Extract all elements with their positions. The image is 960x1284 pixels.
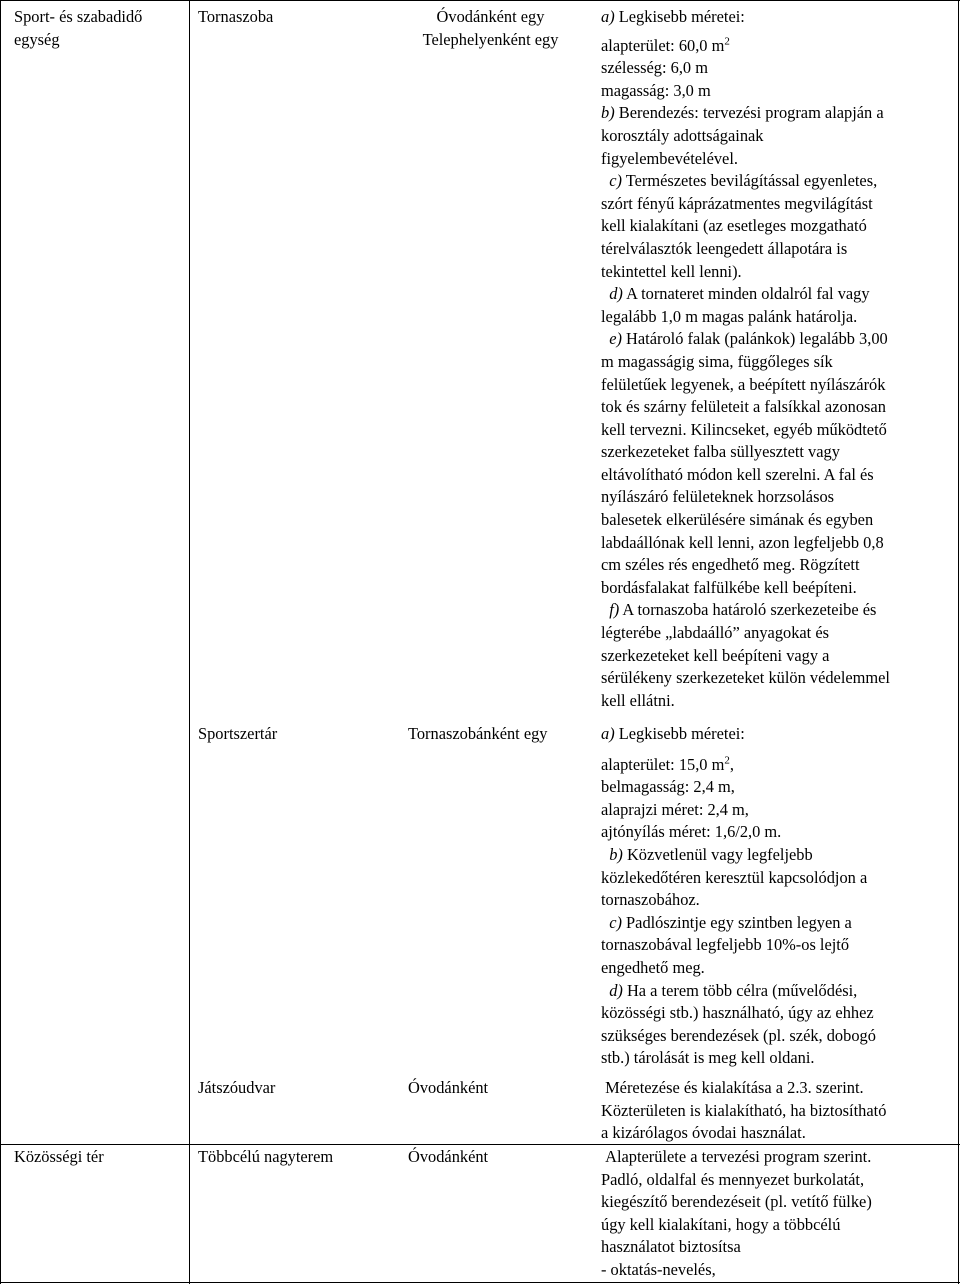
req-b-line: figyelembevételével.	[601, 148, 738, 168]
req-d-line: legalább 1,0 m magas palánk határolja.	[601, 306, 858, 326]
req-a-line: belmagasság: 2,4 m,	[601, 777, 735, 797]
req-e-line: e) Határoló falak (palánkok) legalább 3,00	[609, 329, 888, 349]
table-top-border	[0, 0, 960, 1]
req-a-line: szélesség: 6,0 m	[601, 58, 708, 78]
req-line: használatot biztosítsa	[601, 1237, 741, 1257]
req-line: Méretezése és kialakítása a 2.3. szerint.	[605, 1078, 864, 1097]
req-line: a kizárólagos óvodai használat.	[601, 1123, 806, 1143]
req-f-line: sérülékeny szerkezeteket külön védelemmel	[601, 668, 890, 688]
req-a-line: ajtónyílás méret: 1,6/2,0 m.	[601, 822, 782, 842]
req-a-line: alapterület: 60,0 $m^2$	[601, 35, 730, 55]
req-c-line: c) Padlószintje egy szintben legyen a	[609, 912, 852, 932]
requirements-cell	[601, 6, 957, 712]
req-e-line: tok és szárny felületeit a falsíkkal azonosan	[601, 397, 886, 417]
column-divider-1	[189, 0, 190, 1284]
requirements-cell	[601, 1077, 957, 1145]
req-d-line: d) A tornateret minden oldalról fal vagy	[609, 284, 870, 304]
req-f-line: kell ellátni.	[601, 690, 675, 710]
req-line: Alapterülete a tervezési program szerint.	[605, 1147, 872, 1166]
table-bottom-border	[0, 1282, 960, 1283]
category-line: egység	[14, 29, 60, 49]
req-e-line: balesetek elkerülésére simának és egyben	[601, 510, 874, 530]
req-b-line: korosztály adottságainak	[601, 125, 764, 145]
requirements-cell	[601, 1146, 957, 1282]
req-f-line: szerkezeteket kell beépíteni vagy a	[601, 645, 830, 665]
req-c-line: térelválasztók leengedett állapotára is	[601, 238, 848, 258]
req-line: - oktatás-nevelés,	[601, 1259, 716, 1279]
req-e-line: m magasságig sima, függőleges sík	[601, 351, 833, 371]
requirements-cell	[601, 723, 957, 1070]
req-a-title: a) Legkisebb méretei:	[601, 724, 745, 743]
req-b-line: b) Közvetlenül vagy legfeljebb	[609, 844, 813, 864]
quantity-cell: Tornaszobánként egy	[408, 724, 548, 743]
req-e-line: eltávolítható módon kell szerelni. A fal és	[601, 464, 874, 484]
req-e-line: bordásfalakat falfülkébe kell beépíteni.	[601, 577, 857, 597]
quantity-cell: Óvodánként	[408, 1147, 489, 1166]
room-cell: Tornaszoba	[198, 7, 274, 26]
req-c-line: engedhető meg.	[601, 957, 705, 977]
req-c-line: tornaszobával legfeljebb 10%-os lejtő	[601, 935, 850, 955]
req-d-line: közösségi stb.) használható, úgy az ehhez	[601, 1003, 874, 1023]
category-cell: Közösségi tér	[14, 1147, 104, 1166]
req-e-line: nyílászáró felületeknek horzsolásos	[601, 487, 835, 507]
req-f-line: f) A tornaszoba határoló szerkezeteibe és	[609, 600, 877, 620]
req-e-line: szerkezeteket falba süllyesztett vagy	[601, 442, 840, 462]
req-line: kiegészítő berendezéseit (pl. vetítő fülke)	[601, 1192, 872, 1212]
table-left-border	[0, 0, 1, 1284]
req-e-line: kell tervezni. Kilincseket, egyéb működtető	[601, 419, 887, 439]
req-line: úgy kell kialakítani, hogy a többcélú	[601, 1214, 841, 1234]
req-line: Közterületen is kialakítható, ha biztosítható	[601, 1100, 887, 1120]
req-e-line: felületűek legyenek, a beépített nyílászárók	[601, 374, 886, 394]
req-a-line: alaprajzi méret: 2,4 m,	[601, 799, 749, 819]
room-cell: Játszóudvar	[198, 1078, 276, 1097]
req-d-line: stb.) tárolását is meg kell oldani.	[601, 1048, 815, 1068]
req-a-line: alapterület: 15,0 $m^2$,	[601, 754, 734, 774]
quantity-cell	[408, 6, 573, 51]
req-e-line: cm széles rés engedhető meg. Rögzített	[601, 555, 860, 575]
quantity-line: Telephelyenként egy	[422, 29, 559, 49]
req-f-line: légterébe „labdaálló” anyagokat és	[601, 623, 829, 643]
req-c-line: c) Természetes bevilágítással egyenletes,	[609, 171, 878, 191]
quantity-line: Óvodánként egy	[436, 7, 545, 26]
room-cell: Sportszertár	[198, 724, 278, 743]
req-c-line: kell kialakítani (az esetleges mozgatható	[601, 216, 867, 236]
req-e-line: labdaállónak kell lenni, azon legfeljebb 0,8	[601, 532, 884, 552]
room-cell: Többcélú nagyterem	[198, 1147, 334, 1166]
req-line: Padló, oldalfal és mennyezet burkolatát,	[601, 1169, 865, 1189]
table-right-border	[958, 0, 959, 1284]
req-c-line: tekintettel kell lenni).	[601, 261, 742, 281]
req-b-line: tornaszobához.	[601, 890, 700, 910]
req-a-title: a) Legkisebb méretei:	[601, 7, 745, 26]
req-b-line: b) Berendezés: tervezési program alapján a	[601, 103, 884, 123]
req-d-line: d) Ha a terem több célra (művelődési,	[609, 980, 858, 1000]
req-c-line: szórt fényű káprázatmentes megvilágítást	[601, 193, 873, 213]
req-b-line: közlekedőtéren keresztül kapcsolódjon a	[601, 867, 868, 887]
category-cell	[14, 6, 142, 51]
quantity-cell: Óvodánként	[408, 1078, 489, 1097]
req-d-line: szükséges berendezések (pl. szék, dobogó	[601, 1025, 876, 1045]
req-a-line: magasság: 3,0 m	[601, 80, 711, 100]
category-line: Sport- és szabadidő	[14, 7, 143, 26]
